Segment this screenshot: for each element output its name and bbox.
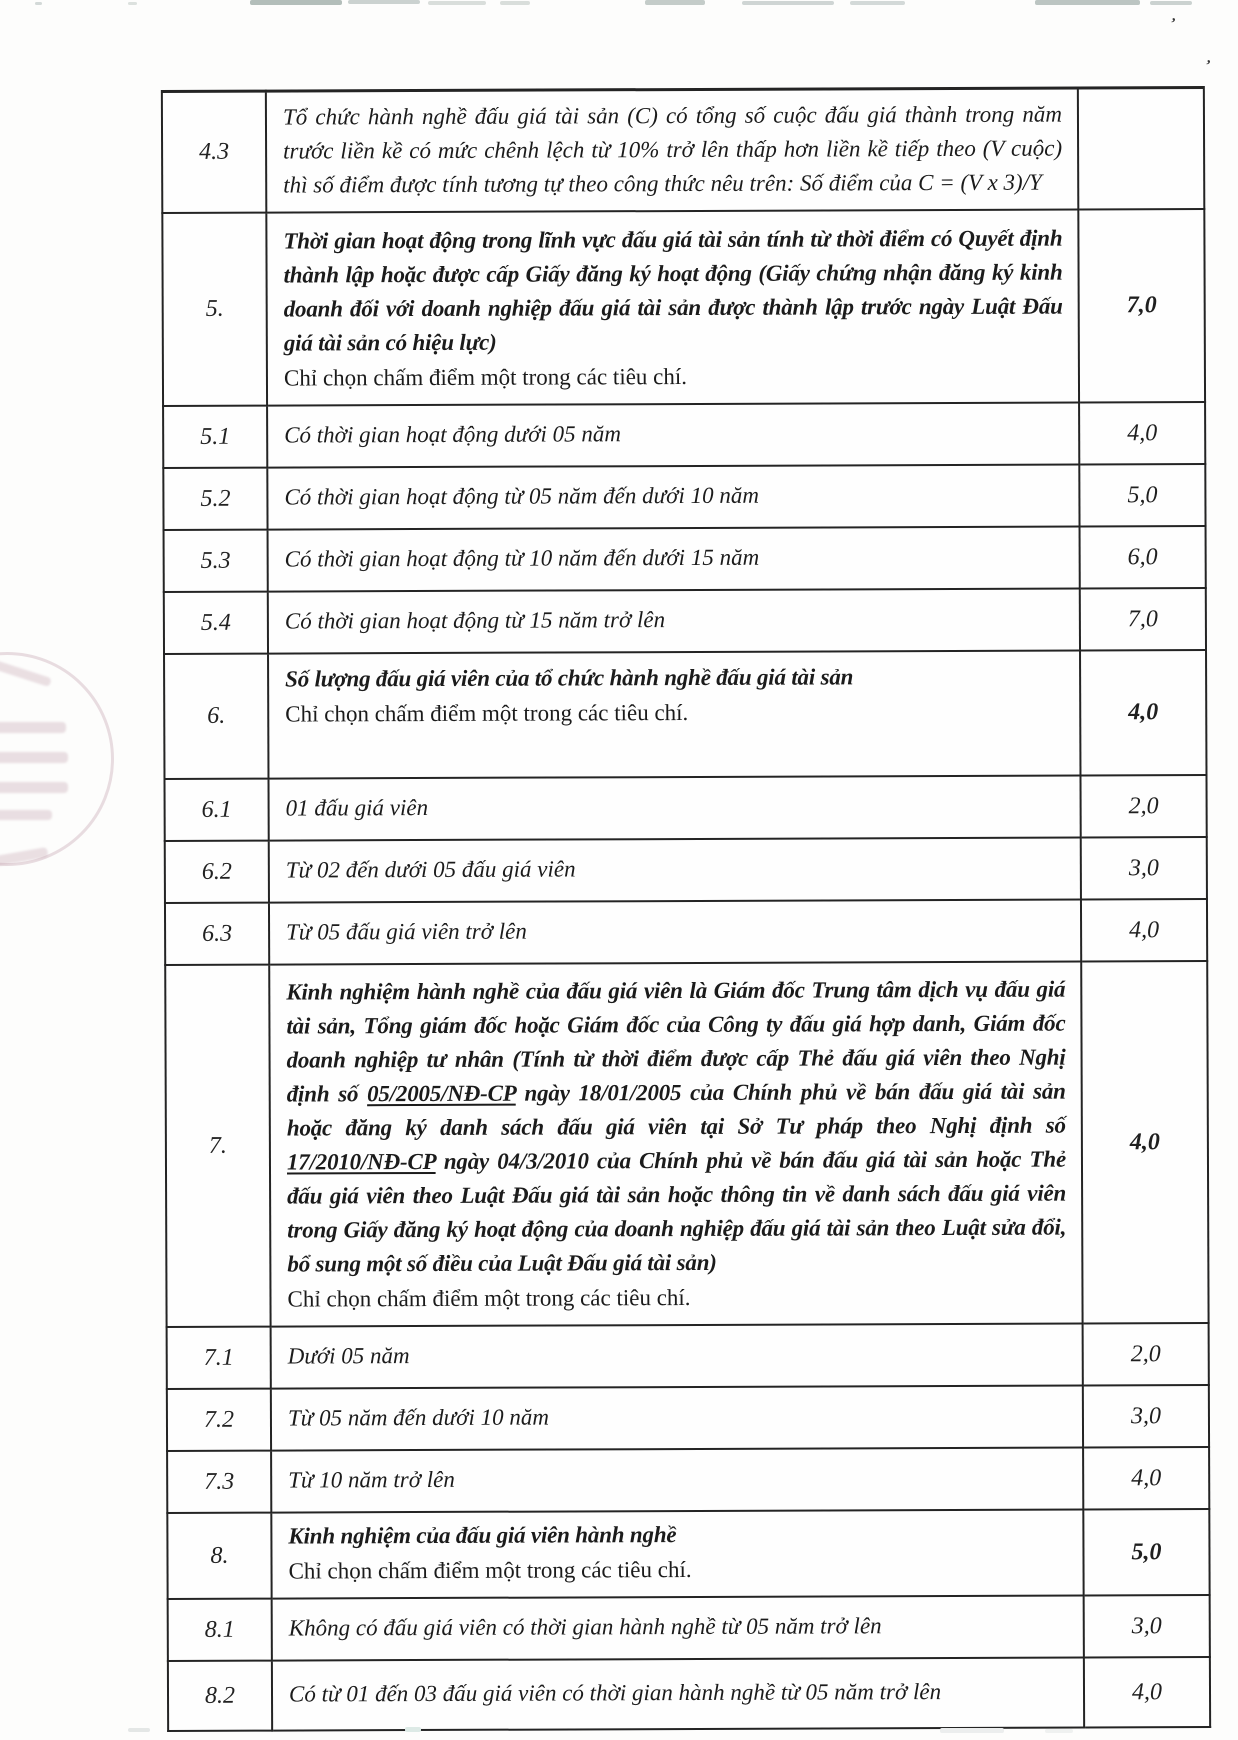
row-number: 8.1 xyxy=(168,1599,272,1661)
row-score: 4,0 xyxy=(1084,1657,1210,1727)
row-criteria-text xyxy=(271,1509,1083,1598)
ink-speck: ’ xyxy=(1168,15,1177,33)
table-row xyxy=(163,464,1205,530)
table-row xyxy=(162,88,1204,214)
scan-artifact-top xyxy=(1035,0,1140,5)
criteria-heading: Kinh nghiệm hành nghề của đấu giá viên là Giám đốc Trung tâm dịch vụ đấu giá tài sản, Tổng giám đốc hoặc Giám đốc của Công ty đấu giá hợp danh, Giám đốc doanh nghiệp tư nhân (Tính từ thời điểm được cấp Thẻ đấu giá viên theo Nghị định số 05/2005/NĐ-CP ngày 18/01/2005 của Chính phủ về bán đấu giá tài sản hoặc đăng ký danh sách đấu giá viên tại Sở Tư pháp theo Nghị định số 17/2010/NĐ-CP ngày 04/3/2010 của Chính phủ về bán đấu giá tài sản hoặc Thẻ đấu giá viên theo Luật Đấu giá tài sản hoặc thông tin về danh sách đấu giá viên trong Giấy đăng ký hoạt động của doanh nghiệp đấu giá tài sản theo Luật sửa đổi, bổ sung một số điều của Luật Đấu giá tài sản) xyxy=(286,976,1067,1277)
row-number: 6.2 xyxy=(165,841,269,903)
row-score: 4,0 xyxy=(1080,650,1206,775)
criteria-description: 01 đấu giá viên xyxy=(285,794,429,821)
table-row xyxy=(165,961,1208,1327)
scoring-note: Chỉ chọn chấm điểm một trong các tiêu chí. xyxy=(283,363,688,391)
row-criteria-text xyxy=(269,899,1081,964)
row-criteria-text xyxy=(272,1657,1084,1730)
row-criteria-text xyxy=(267,402,1079,467)
criteria-description: Có thời gian hoạt động từ 15 năm trở lên xyxy=(284,607,666,634)
criteria-description: Từ 05 đấu giá viên trở lên xyxy=(286,918,527,945)
row-number: 6.3 xyxy=(165,903,269,965)
row-score: 3,0 xyxy=(1084,1595,1210,1657)
scan-artifact-top xyxy=(428,1,486,5)
stamp-seal xyxy=(0,640,168,880)
scan-artifact-bottom xyxy=(940,1728,1004,1733)
row-score: 6,0 xyxy=(1080,526,1206,588)
criteria-heading: Số lượng đấu giá viên của tổ chức hành nghề đấu giá tài sản xyxy=(285,664,854,692)
criteria-description: Có thời gian hoạt động dưới 05 năm xyxy=(284,421,621,448)
criteria-description: Tổ chức hành nghề đấu giá tài sản (C) có tổng số cuộc đấu giá thành trong năm trước liền kề có mức chênh lệch từ 10% trở lên thấp hơn liền kề tiếp theo (V cuộc) thì số điểm được tính tương tự theo công thức nêu trên: Số điểm của C = (V x 3)/Y xyxy=(282,101,1063,198)
row-number: 5.1 xyxy=(163,406,267,468)
row-criteria-text xyxy=(268,526,1080,591)
criteria-heading: Kinh nghiệm của đấu giá viên hành nghề xyxy=(288,1522,677,1549)
scan-artifact-top xyxy=(645,0,705,5)
criteria-description: Từ 02 đến dưới 05 đấu giá viên xyxy=(285,856,576,883)
scan-artifact-bottom xyxy=(128,1728,150,1732)
scoring-note: Chỉ chọn chấm điểm một trong các tiêu chí. xyxy=(285,699,689,727)
row-score: 3,0 xyxy=(1081,837,1207,899)
ink-speck: ’ xyxy=(1203,57,1212,75)
scan-artifact-top xyxy=(500,1,530,5)
scan-artifact-top xyxy=(128,2,137,5)
row-number: 6.1 xyxy=(164,779,268,841)
table-row xyxy=(165,837,1207,903)
row-score: 4,0 xyxy=(1081,899,1207,961)
row-score xyxy=(1078,88,1204,210)
row-score: 7,0 xyxy=(1080,588,1206,650)
row-criteria-text xyxy=(271,1323,1083,1388)
criteria-table xyxy=(161,86,1211,1732)
row-criteria-text xyxy=(269,837,1081,902)
table-row xyxy=(164,775,1206,841)
row-number: 8.2 xyxy=(168,1661,272,1731)
row-criteria-text xyxy=(269,961,1082,1326)
row-criteria-text xyxy=(266,88,1078,213)
row-criteria-text xyxy=(272,1595,1084,1660)
row-number: 8. xyxy=(167,1513,271,1599)
criteria-description: Từ 05 năm đến dưới 10 năm xyxy=(287,1404,549,1431)
row-score: 3,0 xyxy=(1083,1385,1209,1447)
table-row xyxy=(163,402,1205,468)
table-row xyxy=(167,1323,1209,1389)
row-criteria-text xyxy=(268,775,1080,840)
criteria-description: Có thời gian hoạt động từ 05 năm đến dưới 10 năm xyxy=(284,482,759,510)
table-row xyxy=(167,1509,1209,1599)
stamp-text-trace xyxy=(0,782,68,793)
scan-artifact-top xyxy=(742,1,834,5)
row-score: 4,0 xyxy=(1083,1447,1209,1509)
row-criteria-text xyxy=(271,1385,1083,1450)
table-row xyxy=(164,526,1206,592)
table-row xyxy=(164,650,1206,779)
stamp-text-trace xyxy=(0,810,52,820)
row-criteria-text xyxy=(268,588,1080,653)
stamp-text-trace xyxy=(0,722,66,733)
row-number: 5.4 xyxy=(164,592,268,654)
row-score: 2,0 xyxy=(1083,1323,1209,1385)
criteria-description: Dưới 05 năm xyxy=(287,1343,410,1369)
scan-artifact-top xyxy=(35,2,42,5)
stamp-text-trace xyxy=(0,847,48,867)
row-number: 5.3 xyxy=(164,530,268,592)
stamp-ring xyxy=(0,652,114,866)
row-number: 5. xyxy=(162,213,267,406)
scan-artifact-top xyxy=(348,0,420,4)
criteria-description: Có thời gian hoạt động từ 10 năm đến dưới 15 năm xyxy=(284,544,760,572)
table-row xyxy=(167,1447,1209,1513)
row-score: 5,0 xyxy=(1079,464,1205,526)
criteria-description: Từ 10 năm trở lên xyxy=(288,1466,455,1493)
row-number: 7.3 xyxy=(167,1451,271,1513)
row-score: 2,0 xyxy=(1080,775,1206,837)
table-row xyxy=(165,899,1207,965)
scan-artifact-bottom xyxy=(405,1727,421,1732)
row-score: 7,0 xyxy=(1078,209,1205,402)
table-row xyxy=(168,1595,1210,1661)
row-number: 7.2 xyxy=(167,1389,271,1451)
row-score: 5,0 xyxy=(1083,1509,1209,1595)
scoring-note: Chỉ chọn chấm điểm một trong các tiêu chí. xyxy=(288,1556,692,1584)
criteria-description: Có từ 01 đến 03 đấu giá viên có thời gian hành nghề từ 05 năm trở lên xyxy=(288,1679,942,1707)
scan-artifact-top xyxy=(1150,1,1192,5)
table-row xyxy=(162,209,1205,406)
row-number: 7.1 xyxy=(167,1327,271,1389)
criteria-description: Không có đấu giá viên có thời gian hành nghề từ 05 năm trở lên xyxy=(288,1613,882,1641)
scan-artifact-top xyxy=(850,1,905,5)
criteria-heading: Thời gian hoạt động trong lĩnh vực đấu giá tài sản tính từ thời điểm có Quyết định thành lập hoặc được cấp Giấy đăng ký hoạt động (Giấy chứng nhận đăng ký kinh doanh đối với doanh nghiệp đấu giá tài sản được thành lập trước ngày Luật Đấu giá tài sản có hiệu lực) xyxy=(283,225,1063,356)
row-score: 4,0 xyxy=(1081,961,1208,1323)
row-criteria-text xyxy=(268,650,1080,778)
table-row xyxy=(164,588,1206,654)
row-number: 4.3 xyxy=(162,91,266,213)
row-score: 4,0 xyxy=(1079,402,1205,464)
table-row xyxy=(167,1385,1209,1451)
table-row xyxy=(168,1657,1210,1731)
row-criteria-text xyxy=(266,209,1079,405)
row-criteria-text xyxy=(267,464,1079,529)
row-number: 7. xyxy=(165,965,270,1327)
scan-artifact-top xyxy=(250,0,342,5)
scoring-note: Chỉ chọn chấm điểm một trong các tiêu chí. xyxy=(287,1284,691,1312)
row-criteria-text xyxy=(271,1447,1083,1512)
row-number: 6. xyxy=(164,654,268,779)
stamp-text-trace xyxy=(0,752,68,763)
stamp-text-trace xyxy=(0,658,52,687)
scan-artifact-bottom xyxy=(1045,1729,1073,1733)
row-number: 5.2 xyxy=(163,468,267,530)
